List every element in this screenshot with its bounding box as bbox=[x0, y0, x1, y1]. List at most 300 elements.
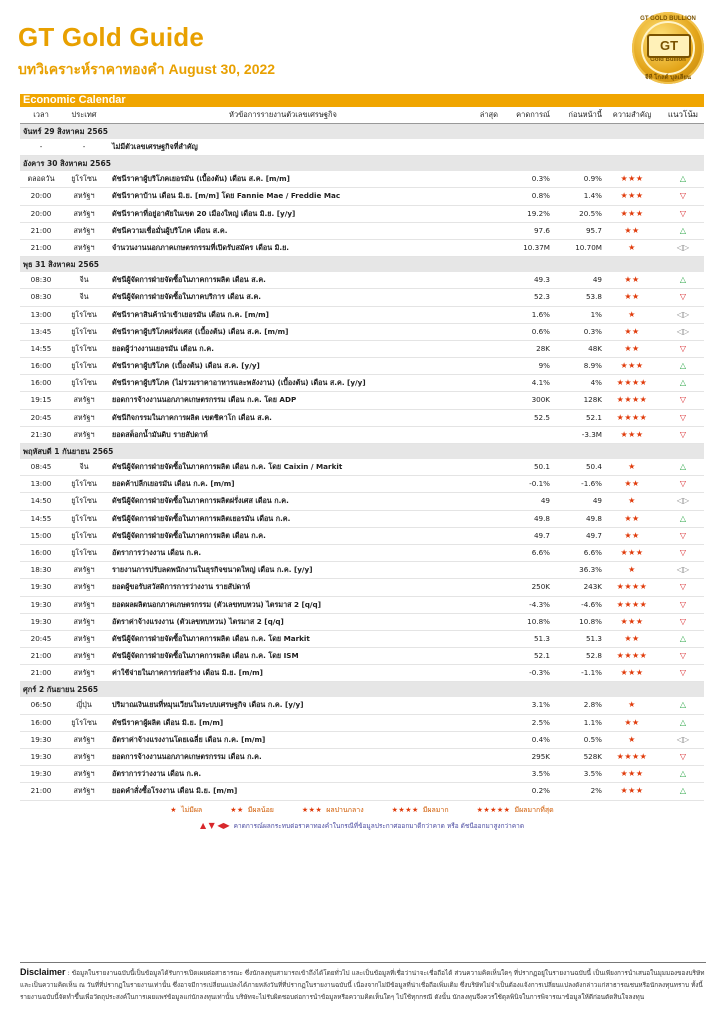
row-event: ยอดการจ้างงานนอกภาคเกษตรกรรม เดือน ก.ค. bbox=[112, 752, 262, 761]
row-importance-stars: ★★★★ bbox=[616, 395, 648, 405]
row-country: ญี่ปุ่น bbox=[76, 700, 92, 710]
row-time: 19:30 bbox=[30, 616, 52, 626]
row-trend-icon: ▽ bbox=[679, 343, 687, 353]
row-forecast: 49.3 bbox=[533, 275, 550, 285]
row-country: สหรัฐฯ bbox=[73, 565, 95, 575]
row-forecast: 52.3 bbox=[533, 292, 550, 302]
row-importance-stars: ★★★★ bbox=[616, 582, 648, 592]
table-row bbox=[20, 375, 704, 392]
row-importance-stars: ★★ bbox=[624, 326, 640, 336]
row-previous: 0.3% bbox=[583, 326, 602, 336]
row-importance-stars: ★★★ bbox=[620, 616, 644, 626]
row-importance-stars: ★★ bbox=[624, 275, 640, 285]
row-event: ดัชนีราคาผู้บริโภคเยอรมัน (เบื้องต้น) เดือน ส.ค. [m/m] bbox=[112, 174, 290, 184]
col-country: ประเทศ bbox=[71, 110, 97, 119]
row-event: ยอดคำสั่งซื้อโรงงาน เดือน มิ.ย. [m/m] bbox=[112, 786, 238, 796]
row-importance-stars: ★★★★ bbox=[616, 412, 648, 422]
row-trend-icon: ▽ bbox=[679, 582, 687, 592]
row-country: จีน bbox=[79, 462, 89, 471]
row-time: 19:30 bbox=[30, 752, 52, 761]
row-country: ยูโรโซน bbox=[71, 479, 97, 489]
row-country: สหรัฐฯ bbox=[73, 582, 95, 592]
row-actual bbox=[454, 240, 498, 256]
row-previous: 52.8 bbox=[585, 651, 602, 661]
row-forecast: -0.1% bbox=[529, 479, 550, 489]
table-row bbox=[20, 341, 704, 358]
row-event: อัตราค่าจ้างแรงงาน (ตัวเลขทบทวน) ไตรมาส 2 [q/q] bbox=[112, 616, 284, 626]
legend-label: มีผลมากที่สุด bbox=[514, 805, 554, 814]
row-trend-icon: ▽ bbox=[679, 292, 687, 302]
row-actual bbox=[454, 289, 498, 305]
row-trend-icon: ▽ bbox=[679, 191, 687, 201]
row-time: 21:00 bbox=[30, 242, 52, 252]
table-row bbox=[20, 562, 704, 579]
row-event: ค่าใช้จ่ายในภาคการก่อสร้าง เดือน มิ.ย. [m/m] bbox=[112, 668, 263, 678]
row-forecast: 52.1 bbox=[533, 651, 550, 661]
table-row bbox=[20, 410, 704, 427]
row-event: ดัชนีผู้จัดการฝ่ายจัดซื้อในภาคการผลิต เดือน ก.ค. โดย Caixin / Markit bbox=[112, 462, 343, 471]
table-row bbox=[20, 272, 704, 289]
row-time: 20:45 bbox=[30, 633, 52, 643]
row-forecast bbox=[498, 427, 550, 443]
table-row bbox=[20, 697, 704, 714]
col-previous: ก่อนหน้านี้ bbox=[568, 110, 602, 119]
row-event: ยอดผลผลิตนอกภาคเกษตรกรรม (ตัวเลขทบทวน) ไตรมาส 2 [q/q] bbox=[112, 599, 321, 609]
row-trend-icon bbox=[662, 139, 704, 155]
row-country: ยูโรโซน bbox=[71, 326, 97, 336]
row-time: 15:00 bbox=[30, 530, 52, 540]
row-importance-stars: ★★★ bbox=[620, 668, 644, 678]
row-previous: -4.6% bbox=[581, 599, 602, 609]
row-trend-icon: ◁▷ bbox=[676, 326, 690, 336]
row-actual bbox=[454, 528, 498, 544]
row-time: 16:00 bbox=[30, 547, 52, 557]
row-trend-icon: ◁▷ bbox=[676, 565, 690, 575]
row-trend-icon: △ bbox=[679, 717, 687, 727]
row-country: สหรัฐฯ bbox=[73, 429, 95, 439]
row-actual bbox=[454, 493, 498, 509]
row-actual bbox=[454, 697, 498, 713]
row-previous: -1.6% bbox=[581, 479, 602, 489]
row-time: 21:00 bbox=[30, 786, 52, 796]
row-forecast: 0.3% bbox=[531, 174, 550, 184]
table-row bbox=[20, 188, 704, 205]
row-forecast: 6.6% bbox=[531, 547, 550, 557]
row-time: 08:30 bbox=[30, 275, 52, 285]
table-row bbox=[20, 223, 704, 240]
row-event: รายงานการปรับลดพนักงานในธุรกิจขนาดใหญ่ เดือน ก.ค. [y/y] bbox=[112, 565, 313, 575]
report-header bbox=[18, 22, 275, 81]
row-country: สหรัฐฯ bbox=[73, 786, 95, 796]
row-country: ยูโรโซน bbox=[71, 547, 97, 557]
row-importance-stars: ★ bbox=[628, 309, 636, 319]
row-time: 16:00 bbox=[30, 361, 52, 371]
row-country: ยูโรโซน bbox=[71, 343, 97, 353]
row-previous: 10.8% bbox=[579, 616, 602, 626]
table-row bbox=[20, 459, 704, 476]
calendar-body bbox=[20, 124, 704, 801]
row-time: 19:30 bbox=[30, 582, 52, 592]
row-event: ดัชนีผู้จัดการฝ่ายจัดซื้อในภาคการผลิต เดือน ก.ค. bbox=[112, 530, 266, 540]
row-importance-stars: ★★ bbox=[624, 225, 640, 235]
row-actual bbox=[454, 427, 498, 443]
row-previous: 2.8% bbox=[583, 700, 602, 710]
row-previous: 95.7 bbox=[585, 225, 602, 235]
row-forecast: 50.1 bbox=[533, 462, 550, 471]
row-forecast bbox=[498, 139, 550, 155]
row-actual bbox=[454, 171, 498, 187]
table-row bbox=[20, 511, 704, 528]
row-time: 19:30 bbox=[30, 769, 52, 779]
row-forecast: 49 bbox=[540, 496, 550, 506]
row-previous: 52.1 bbox=[585, 412, 602, 422]
logo-bottom-text: จีที โกลด์ บุลเลียน bbox=[644, 75, 692, 81]
row-previous: 0.9% bbox=[583, 174, 602, 184]
day-header: อังคาร 30 สิงหาคม 2565 bbox=[20, 156, 704, 171]
day-header: จันทร์ 29 สิงหาคม 2565 bbox=[20, 124, 704, 139]
row-actual bbox=[454, 665, 498, 681]
table-row bbox=[20, 289, 704, 306]
row-previous: 8.9% bbox=[583, 361, 602, 371]
day-header: พฤหัสบดี 1 กันยายน 2565 bbox=[20, 444, 704, 459]
row-forecast: 19.2% bbox=[527, 208, 550, 218]
trend-arrows-icon: ▲ ▼ ◀▶ bbox=[199, 821, 230, 831]
row-importance-stars: ★ bbox=[628, 734, 636, 744]
row-forecast: 28K bbox=[536, 343, 550, 353]
row-forecast: 10.37M bbox=[523, 242, 550, 252]
row-time: - bbox=[39, 142, 43, 151]
row-previous: -1.1% bbox=[581, 668, 602, 678]
row-previous: 128K bbox=[583, 395, 602, 405]
row-trend-icon: △ bbox=[679, 378, 687, 388]
row-trend-icon: △ bbox=[679, 513, 687, 523]
row-country: สหรัฐฯ bbox=[73, 395, 95, 405]
row-importance-stars: ★ bbox=[628, 565, 636, 575]
row-trend-icon: △ bbox=[679, 275, 687, 285]
row-actual bbox=[454, 375, 498, 391]
table-row bbox=[20, 476, 704, 493]
day-header: พุธ 31 สิงหาคม 2565 bbox=[20, 257, 704, 272]
row-country: สหรัฐฯ bbox=[73, 599, 95, 609]
row-forecast: 300K bbox=[531, 395, 550, 405]
row-actual bbox=[454, 139, 498, 155]
row-time: 20:45 bbox=[30, 412, 52, 422]
row-previous: 20.5% bbox=[579, 208, 602, 218]
row-trend-icon: ▽ bbox=[679, 599, 687, 609]
row-previous: 528K bbox=[583, 752, 602, 761]
disclaimer-label: Disclaimer bbox=[20, 967, 66, 977]
row-country: สหรัฐฯ bbox=[73, 668, 95, 678]
legend-label: ผลปานกลาง bbox=[326, 805, 364, 814]
row-previous: 49.8 bbox=[585, 513, 602, 523]
row-event: ยอดผู้ขอรับสวัสดิการการว่างงาน รายสัปดาห์ bbox=[112, 582, 251, 592]
row-event: อัตราการว่างงาน เดือน ก.ค. bbox=[112, 547, 202, 557]
row-previous: 50.4 bbox=[585, 462, 602, 471]
row-forecast: 0.6% bbox=[531, 326, 550, 336]
row-importance-stars: ★★★★ bbox=[616, 378, 648, 388]
row-country: สหรัฐฯ bbox=[73, 633, 95, 643]
table-row bbox=[20, 206, 704, 223]
row-trend-icon: △ bbox=[679, 700, 687, 710]
row-trend-icon: △ bbox=[679, 361, 687, 371]
table-row bbox=[20, 545, 704, 562]
row-forecast: 2.5% bbox=[531, 717, 550, 727]
row-event: ยอดค้าปลีกเยอรมัน เดือน ก.ค. [m/m] bbox=[112, 479, 235, 489]
row-trend-icon: △ bbox=[679, 225, 687, 235]
table-row bbox=[20, 171, 704, 188]
table-row bbox=[20, 732, 704, 749]
row-previous: 53.8 bbox=[585, 292, 602, 302]
row-previous: 1.1% bbox=[583, 717, 602, 727]
col-time: เวลา bbox=[33, 110, 49, 119]
row-country: สหรัฐฯ bbox=[73, 752, 95, 761]
row-actual bbox=[454, 341, 498, 357]
gt-gold-bullion-logo bbox=[632, 12, 704, 84]
row-actual bbox=[454, 732, 498, 748]
row-previous: -3.3M bbox=[581, 429, 602, 439]
row-previous: 2% bbox=[590, 786, 602, 796]
disclaimer bbox=[20, 962, 706, 1004]
row-actual bbox=[454, 206, 498, 222]
table-row bbox=[20, 139, 704, 156]
row-trend-icon: △ bbox=[679, 174, 687, 184]
row-previous: 48K bbox=[588, 343, 602, 353]
row-forecast: 4.1% bbox=[531, 378, 550, 388]
row-actual bbox=[454, 648, 498, 664]
row-actual bbox=[454, 410, 498, 426]
row-event: ดัชนีราคาผู้บริโภคฝรั่งเศส (เบื้องต้น) เดือน ส.ค. [m/m] bbox=[112, 326, 289, 336]
row-previous: 4% bbox=[590, 378, 602, 388]
row-trend-icon: △ bbox=[679, 633, 687, 643]
row-time: 19:15 bbox=[30, 395, 52, 405]
row-actual bbox=[454, 476, 498, 492]
row-trend-icon: △ bbox=[679, 462, 687, 471]
table-row bbox=[20, 579, 704, 596]
row-previous: 49.7 bbox=[585, 530, 602, 540]
row-country: ยูโรโซน bbox=[71, 530, 97, 540]
row-importance-stars: ★★ bbox=[624, 513, 640, 523]
row-previous: 243K bbox=[583, 582, 602, 592]
table-row bbox=[20, 427, 704, 444]
row-event: ดัชนีผู้จัดการฝ่ายจัดซื้อในภาคการผลิต เดือน ก.ค. โดย ISM bbox=[112, 651, 299, 661]
row-time: 16:00 bbox=[30, 717, 52, 727]
row-trend-icon: ◁▷ bbox=[676, 242, 690, 252]
row-actual bbox=[454, 511, 498, 527]
legend-label: มีผลมาก bbox=[422, 805, 449, 814]
row-actual bbox=[454, 562, 498, 578]
row-event: ดัชนีราคาผู้บริโภค (ไม่รวมราคาอาหารและพลังงาน) (เบื้องต้น) เดือน ส.ค. [y/y] bbox=[112, 378, 366, 388]
row-trend-icon: △ bbox=[679, 786, 687, 796]
row-country: ยูโรโซน bbox=[71, 361, 97, 371]
row-time: 13:45 bbox=[30, 326, 52, 336]
row-trend-icon: ◁▷ bbox=[676, 496, 690, 506]
row-event: ดัชนีราคาผู้ผลิต เดือน มิ.ย. [m/m] bbox=[112, 717, 224, 727]
logo-top-text: GT GOLD BULLION bbox=[640, 16, 696, 22]
row-time: ตลอดวัน bbox=[27, 174, 55, 184]
row-importance-stars: ★★ bbox=[624, 530, 640, 540]
row-actual bbox=[454, 545, 498, 561]
row-forecast bbox=[498, 562, 550, 578]
table-row bbox=[20, 597, 704, 614]
row-event: ดัชนีผู้จัดการฝ่ายจัดซื้อในภาคการผลิต เดือน ส.ค. bbox=[112, 275, 266, 285]
row-time: 06:50 bbox=[30, 700, 52, 710]
row-actual bbox=[454, 223, 498, 239]
row-event: ดัชนีความเชื่อมั่นผู้บริโภค เดือน ส.ค. bbox=[112, 225, 228, 235]
row-importance-stars: ★★ bbox=[624, 292, 640, 302]
row-event: อัตราค่าจ้างแรงงานโดยเฉลี่ย เดือน ก.ค. [m/m] bbox=[112, 734, 266, 744]
row-time: 14:55 bbox=[30, 513, 52, 523]
row-forecast: 0.8% bbox=[531, 191, 550, 201]
row-actual bbox=[454, 188, 498, 204]
row-country: ยูโรโซน bbox=[71, 174, 97, 184]
row-country: ยูโรโซน bbox=[71, 717, 97, 727]
row-trend-icon: ▽ bbox=[679, 616, 687, 626]
row-previous: 0.5% bbox=[583, 734, 602, 744]
row-importance-stars: ★★★★ bbox=[616, 651, 648, 661]
table-row bbox=[20, 392, 704, 409]
row-importance-stars: ★★★ bbox=[620, 786, 644, 796]
legend-label: ไม่มีผล bbox=[181, 805, 203, 814]
row-forecast: 10.8% bbox=[527, 616, 550, 626]
table-row bbox=[20, 358, 704, 375]
row-country: สหรัฐฯ bbox=[73, 734, 95, 744]
row-country: ยูโรโซน bbox=[71, 309, 97, 319]
row-importance-stars: ★★★ bbox=[620, 769, 644, 779]
row-importance-stars bbox=[602, 139, 662, 155]
legend-stars-icon: ★★★★ bbox=[391, 805, 419, 814]
row-time: 19:30 bbox=[30, 734, 52, 744]
row-importance-stars: ★ bbox=[628, 496, 636, 506]
row-actual bbox=[454, 272, 498, 288]
row-time: 13:00 bbox=[30, 309, 52, 319]
row-event: ดัชนีราคาที่อยู่อาศัยในเขต 20 เมืองใหญ่ เดือน มิ.ย. [y/y] bbox=[112, 208, 296, 218]
row-event: ดัชนีราคาสินค้านำเข้าเยอรมัน เดือน ก.ค. [m/m] bbox=[112, 309, 269, 319]
row-country: ยูโรโซน bbox=[71, 496, 97, 506]
report-subtitle: บทวิเคราะห์ราคาทองคำ August 30, 2022 bbox=[18, 61, 276, 77]
row-time: 19:30 bbox=[30, 599, 52, 609]
row-time: 08:30 bbox=[30, 292, 52, 302]
row-trend-icon: ▽ bbox=[679, 412, 687, 422]
row-country: จีน bbox=[79, 275, 89, 285]
column-header-row bbox=[20, 107, 704, 124]
table-row bbox=[20, 493, 704, 510]
row-previous: 1% bbox=[590, 309, 602, 319]
row-importance-stars: ★★★ bbox=[620, 361, 644, 371]
row-event: อัตราการว่างงาน เดือน ก.ค. bbox=[112, 769, 202, 779]
calendar-title: Economic Calendar bbox=[20, 94, 704, 107]
table-row bbox=[20, 766, 704, 783]
table-row bbox=[20, 324, 704, 341]
row-country: - bbox=[82, 142, 86, 151]
row-previous: 36.3% bbox=[579, 565, 602, 575]
legend-item bbox=[302, 805, 364, 816]
row-actual bbox=[454, 392, 498, 408]
legend-stars-icon: ★★★ bbox=[301, 805, 323, 814]
row-country: สหรัฐฯ bbox=[73, 412, 95, 422]
row-previous: 51.3 bbox=[585, 633, 602, 643]
row-actual bbox=[454, 358, 498, 374]
row-actual bbox=[454, 307, 498, 323]
row-trend-icon: ▽ bbox=[679, 651, 687, 661]
row-time: 21:00 bbox=[30, 668, 52, 678]
row-previous: 10.70M bbox=[575, 242, 602, 252]
row-importance-stars: ★★★ bbox=[620, 174, 644, 184]
row-time: 16:00 bbox=[30, 378, 52, 388]
row-trend-icon: ▽ bbox=[679, 752, 687, 761]
row-actual bbox=[454, 459, 498, 475]
row-trend-icon: ▽ bbox=[679, 429, 687, 439]
col-trend: แนวโน้ม bbox=[667, 110, 699, 119]
table-row bbox=[20, 648, 704, 665]
legend-stars-icon: ★ bbox=[170, 805, 178, 814]
disclaimer-text: : ข้อมูลในรายงานฉบับนี้เป็นข้อมูลได้รับการเปิดเผยต่อสาธารณะ ซึ่งนักลงทุนสามารถเข้าถึงได้โดยทั่วไป และเป็นข้อมูลที่เชื่อว่าน่าจะเชื่อถือได้ ส่วนความคิดเห็นใดๆ ที่ปรากฏอยู่ในรายงานฉบับนี้ เป็นเพียงการนำเสนอในมุมมองของบริษัท และเป็นความคิดเห็น ณ วันที่ที่ปรากฏในรายงานเท่านั้น ซึ่งอาจมีการเปลี่ยนแปลงได้ภายหลังวันที่ที่ปรากฏในรายงานฉบับนี้ เนื่องจากไม่มีข้อมูลที่น่าเชื่อถือเพิ่มเติม ซึ่งบริษัทไม่จำเป็นต้องแจ้งการเปลี่ยนแปลงดังกล่าวแก่สาธารณชนหรือนักลงทุนทราบ ทั้งนี้ รายงานฉบับนี้จัดทำขึ้นเพื่อวัตถุประสงค์ในการเผยแพร่ข้อมูลแก่นักลงทุนเท่านั้น บริษัทจะไม่รับผิดชอบต่อการนำข้อมูลหรือความคิดเห็นใดๆ ไปใช้ทุกกรณี ดังนั้น นักลงทุนจึงควรใช้ดุลพินิจในการพิจารณาข้อมูลให้ดีก่อนตัดสินใจลงทุน bbox=[20, 969, 705, 1002]
legend-stars-icon: ★★★★★ bbox=[476, 805, 511, 814]
row-country: สหรัฐฯ bbox=[73, 191, 95, 201]
legend-stars-icon: ★★ bbox=[230, 805, 244, 814]
row-actual bbox=[454, 579, 498, 595]
row-time: 18:30 bbox=[30, 565, 52, 575]
trend-legend-note: คาดการณ์ผลกระทบต่อราคาทองคำในกรณีที่ข้อมูลประกาศออกมาดีกว่าคาด หรือ ดัชนีออกมาสูงกว่าคาด bbox=[233, 821, 525, 830]
row-trend-icon: ▽ bbox=[679, 668, 687, 678]
row-forecast: 0.2% bbox=[531, 786, 550, 796]
row-importance-stars: ★★★ bbox=[620, 429, 644, 439]
row-event: ปริมาณเงินเยนที่หมุนเวียนในระบบเศรษฐกิจ เดือน ก.ค. [y/y] bbox=[112, 700, 304, 710]
row-previous: 1.4% bbox=[583, 191, 602, 201]
row-actual bbox=[454, 749, 498, 765]
row-event: ไม่มีตัวเลขเศรษฐกิจที่สำคัญ bbox=[112, 142, 198, 151]
row-actual bbox=[454, 597, 498, 613]
row-country: จีน bbox=[79, 292, 89, 302]
legend-item bbox=[230, 805, 274, 816]
row-country: สหรัฐฯ bbox=[73, 651, 95, 661]
row-time: 13:00 bbox=[30, 479, 52, 489]
row-previous bbox=[550, 139, 602, 155]
col-importance: ความสำคัญ bbox=[612, 110, 652, 119]
row-time: 21:30 bbox=[30, 429, 52, 439]
row-importance-stars: ★★ bbox=[624, 343, 640, 353]
row-time: 21:00 bbox=[30, 651, 52, 661]
row-actual bbox=[454, 783, 498, 799]
row-country: สหรัฐฯ bbox=[73, 242, 95, 252]
legend-item bbox=[477, 805, 554, 816]
row-event: ดัชนีผู้จัดการฝ่ายจัดซื้อในภาคการผลิต เดือน ก.ค. โดย Markit bbox=[112, 633, 310, 643]
row-actual bbox=[454, 715, 498, 731]
row-forecast: 0.4% bbox=[531, 734, 550, 744]
table-row bbox=[20, 715, 704, 732]
row-country: ยูโรโซน bbox=[71, 513, 97, 523]
table-row bbox=[20, 665, 704, 682]
row-country: สหรัฐฯ bbox=[73, 225, 95, 235]
row-time: 14:55 bbox=[30, 343, 52, 353]
logo-mark: GT bbox=[647, 34, 691, 58]
row-importance-stars: ★ bbox=[628, 700, 636, 710]
table-row bbox=[20, 528, 704, 545]
row-previous: 49 bbox=[592, 275, 602, 285]
trend-legend bbox=[20, 821, 704, 831]
row-actual bbox=[454, 324, 498, 340]
row-event: ดัชนีกิจกรรมในภาคการผลิต เขตชิคาโก เดือน ส.ค. bbox=[112, 412, 272, 422]
row-trend-icon: ▽ bbox=[679, 547, 687, 557]
report-title: GT Gold Guide bbox=[18, 22, 205, 52]
row-trend-icon: ◁▷ bbox=[676, 734, 690, 744]
row-trend-icon: ▽ bbox=[679, 530, 687, 540]
row-trend-icon: ◁▷ bbox=[676, 309, 690, 319]
row-importance-stars: ★ bbox=[628, 242, 636, 252]
row-event: ดัชนีผู้จัดการฝ่ายจัดซื้อในภาคการผลิตเยอรมัน เดือน ก.ค. bbox=[112, 513, 291, 523]
row-previous: 3.5% bbox=[583, 769, 602, 779]
row-importance-stars: ★★★★ bbox=[616, 599, 648, 609]
row-forecast: 250K bbox=[531, 582, 550, 592]
